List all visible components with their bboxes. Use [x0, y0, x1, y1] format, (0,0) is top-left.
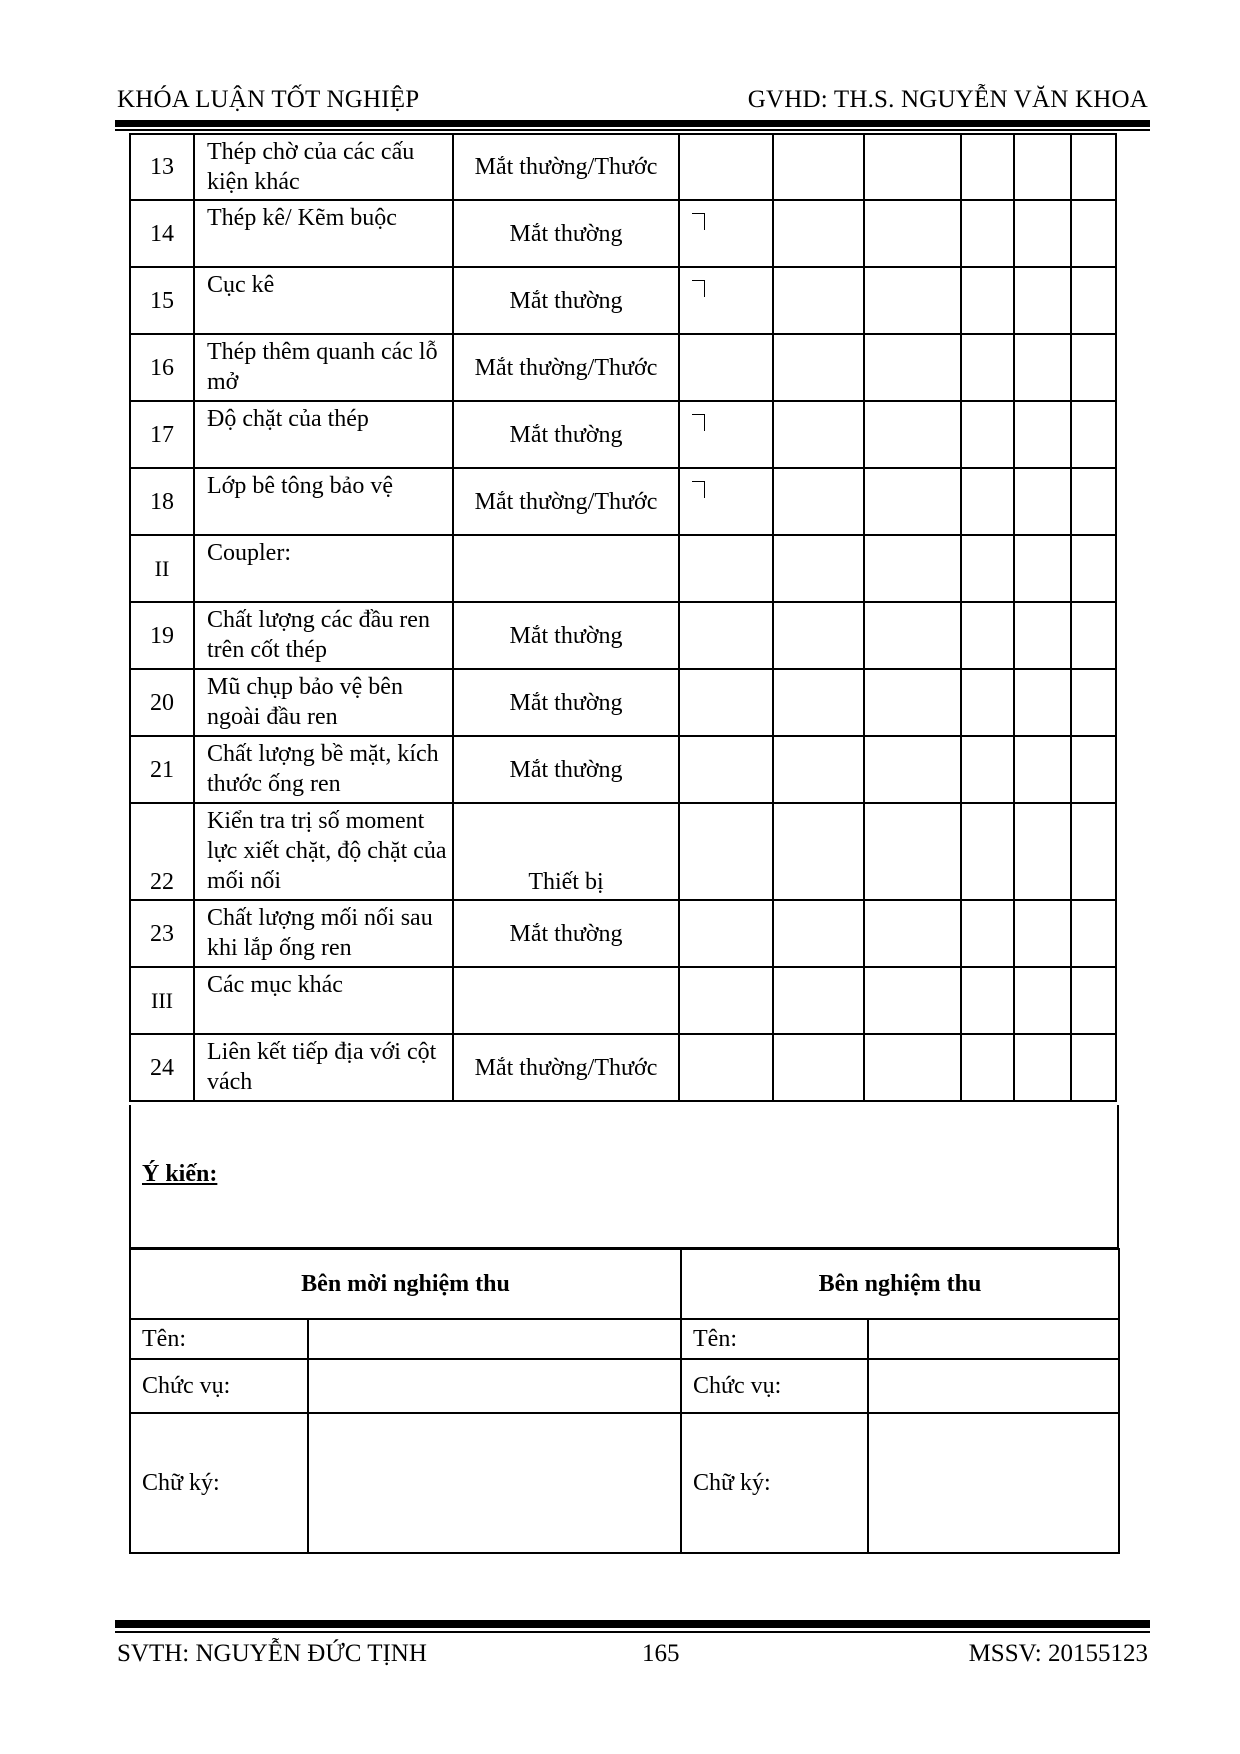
check-cell[interactable] — [961, 535, 1014, 602]
item-name: Cục kê — [194, 267, 453, 334]
corner-mark-icon — [692, 414, 705, 431]
check-cell[interactable] — [864, 967, 961, 1034]
item-name: Thép chờ của các cấu kiện khác — [194, 134, 453, 200]
row-number: 13 — [130, 134, 194, 200]
thesis-title: KHÓA LUẬN TỐT NGHIỆP — [117, 86, 420, 113]
check-cell[interactable] — [961, 803, 1014, 900]
table-row — [130, 334, 1116, 401]
row-number: 19 — [130, 602, 194, 669]
inspection-method: Mắt thường — [453, 669, 679, 736]
page-number: 165 — [642, 1640, 680, 1667]
item-name: Thép kê/ Kẽm buộc — [194, 200, 453, 267]
header-rule — [115, 120, 1150, 127]
check-cell[interactable] — [773, 602, 864, 669]
check-cell[interactable] — [1071, 401, 1116, 468]
check-cell[interactable] — [679, 535, 773, 602]
check-cell[interactable] — [773, 967, 864, 1034]
check-cell[interactable] — [1071, 803, 1116, 900]
check-cell[interactable] — [1071, 535, 1116, 602]
check-cell[interactable] — [864, 1034, 961, 1101]
corner-mark-icon — [692, 481, 705, 498]
check-cell[interactable] — [773, 200, 864, 267]
check-cell[interactable] — [864, 736, 961, 803]
check-cell[interactable] — [864, 535, 961, 602]
check-cell[interactable] — [773, 803, 864, 900]
check-cell[interactable] — [864, 602, 961, 669]
inspection-method: Mắt thường — [453, 200, 679, 267]
check-cell[interactable] — [961, 334, 1014, 401]
inspection-method: Mắt thường/Thước — [453, 1034, 679, 1101]
check-cell[interactable] — [864, 401, 961, 468]
inspection-method — [453, 967, 679, 1034]
row-number: 24 — [130, 1034, 194, 1101]
item-name: Chất lượng mối nối sau khi lắp ống ren — [194, 900, 453, 967]
check-cell[interactable] — [864, 334, 961, 401]
check-cell[interactable] — [773, 468, 864, 535]
row-number: 20 — [130, 669, 194, 736]
row-number: 15 — [130, 267, 194, 334]
signoff-table — [129, 1248, 1120, 1554]
item-name: Mũ chụp bảo vệ bên ngoài đầu ren — [194, 669, 453, 736]
check-cell[interactable] — [773, 736, 864, 803]
check-cell[interactable] — [679, 736, 773, 803]
row-number: 22 — [130, 803, 194, 900]
check-cell[interactable] — [961, 401, 1014, 468]
check-cell[interactable] — [1071, 267, 1116, 334]
advisor-name: GVHD: TH.S. NGUYỄN VĂN KHOA — [747, 86, 1148, 113]
inspection-method: Mắt thường — [453, 602, 679, 669]
footer-rule-thin — [115, 1631, 1150, 1633]
check-cell[interactable] — [1014, 967, 1071, 1034]
student-id: MSSV: 20155123 — [968, 1640, 1148, 1667]
table-row — [130, 803, 1116, 900]
check-cell[interactable] — [1014, 468, 1071, 535]
item-name: Lớp bê tông bảo vệ — [194, 468, 453, 535]
inviting-party-heading: Bên mời nghiệm thu — [130, 1249, 681, 1319]
check-cell[interactable] — [1014, 134, 1071, 200]
inspection-method: Mắt thường — [453, 401, 679, 468]
check-cell[interactable] — [961, 468, 1014, 535]
position-field-right[interactable] — [868, 1359, 1119, 1413]
check-cell[interactable] — [864, 900, 961, 967]
check-cell[interactable] — [961, 1034, 1014, 1101]
row-number: 23 — [130, 900, 194, 967]
inspection-method: Mắt thường — [453, 267, 679, 334]
table-row — [130, 669, 1116, 736]
check-cell[interactable] — [961, 134, 1014, 200]
footer-rule — [115, 1620, 1150, 1628]
row-number: 14 — [130, 200, 194, 267]
check-cell[interactable] — [1014, 267, 1071, 334]
inspection-method: Mắt thường/Thước — [453, 134, 679, 200]
check-cell[interactable] — [679, 900, 773, 967]
table-row — [130, 134, 1116, 200]
item-name: Các mục khác — [194, 967, 453, 1034]
check-cell[interactable] — [1071, 900, 1116, 967]
check-cell[interactable] — [864, 803, 961, 900]
check-cell[interactable] — [1014, 602, 1071, 669]
item-name: Thép thêm quanh các lỗ mở — [194, 334, 453, 401]
check-cell[interactable] — [679, 1034, 773, 1101]
check-cell[interactable] — [679, 602, 773, 669]
row-number: III — [130, 967, 194, 1034]
header-rule-thin — [115, 129, 1150, 131]
check-cell[interactable] — [773, 134, 864, 200]
opinion-label: Ý kiến: — [142, 1161, 218, 1187]
check-cell[interactable] — [773, 401, 864, 468]
student-name: SVTH: NGUYỄN ĐỨC TỊNH — [117, 1640, 427, 1667]
row-number: 17 — [130, 401, 194, 468]
check-cell[interactable] — [773, 535, 864, 602]
check-cell[interactable] — [864, 134, 961, 200]
item-name: Độ chặt của thép — [194, 401, 453, 468]
check-cell[interactable] — [773, 1034, 864, 1101]
check-cell[interactable] — [679, 267, 773, 334]
item-name: Coupler: — [194, 535, 453, 602]
table-row — [130, 267, 1116, 334]
check-cell[interactable] — [864, 200, 961, 267]
signature-field-left[interactable] — [308, 1413, 681, 1553]
check-cell[interactable] — [864, 267, 961, 334]
check-cell[interactable] — [1071, 334, 1116, 401]
check-cell[interactable] — [961, 736, 1014, 803]
inspection-method: Mắt thường/Thước — [453, 334, 679, 401]
check-cell[interactable] — [679, 967, 773, 1034]
item-name: Liên kết tiếp địa với cột vách — [194, 1034, 453, 1101]
check-cell[interactable] — [1014, 900, 1071, 967]
table-row — [130, 736, 1116, 803]
row-number: II — [130, 535, 194, 602]
row-number: 16 — [130, 334, 194, 401]
check-cell[interactable] — [864, 468, 961, 535]
check-cell[interactable] — [1014, 803, 1071, 900]
check-cell[interactable] — [679, 468, 773, 535]
position-label-right: Chức vụ: — [681, 1359, 868, 1413]
check-cell[interactable] — [961, 900, 1014, 967]
inspection-method — [453, 535, 679, 602]
inspection-method: Mắt thường/Thước — [453, 468, 679, 535]
table-row — [130, 900, 1116, 967]
table-row — [130, 468, 1116, 535]
check-cell[interactable] — [1071, 602, 1116, 669]
item-name: Kiển tra trị số moment lực xiết chặt, độ chặt của mối nối — [194, 803, 453, 900]
accepting-party-heading: Bên nghiệm thu — [681, 1249, 1119, 1319]
position-label-left: Chức vụ: — [130, 1359, 308, 1413]
check-cell[interactable] — [1014, 200, 1071, 267]
name-field-right[interactable] — [868, 1319, 1119, 1359]
check-cell[interactable] — [679, 669, 773, 736]
inspection-method: Mắt thường — [453, 900, 679, 967]
check-cell[interactable] — [1071, 468, 1116, 535]
check-cell[interactable] — [961, 967, 1014, 1034]
table-row — [130, 967, 1116, 1034]
check-cell[interactable] — [1071, 134, 1116, 200]
check-cell[interactable] — [961, 200, 1014, 267]
check-cell[interactable] — [961, 602, 1014, 669]
check-cell[interactable] — [679, 134, 773, 200]
item-name: Chất lượng bề mặt, kích thước ống ren — [194, 736, 453, 803]
row-number: 21 — [130, 736, 194, 803]
table-row — [130, 401, 1116, 468]
check-cell[interactable] — [1014, 1034, 1071, 1101]
page-footer — [117, 1640, 1148, 1674]
row-number: 18 — [130, 468, 194, 535]
inspection-table — [129, 133, 1117, 1102]
page-header — [117, 86, 1148, 120]
check-cell[interactable] — [773, 334, 864, 401]
item-name: Chất lượng các đầu ren trên cốt thép — [194, 602, 453, 669]
check-cell[interactable] — [1071, 967, 1116, 1034]
check-cell[interactable] — [679, 200, 773, 267]
check-cell[interactable] — [1014, 401, 1071, 468]
check-cell[interactable] — [1071, 669, 1116, 736]
check-cell[interactable] — [1071, 736, 1116, 803]
inspection-method: Mắt thường — [453, 736, 679, 803]
check-cell[interactable] — [961, 267, 1014, 334]
check-cell[interactable] — [679, 334, 773, 401]
name-label-right: Tên: — [681, 1319, 868, 1359]
check-cell[interactable] — [773, 669, 864, 736]
check-cell[interactable] — [1014, 669, 1071, 736]
corner-mark-icon — [692, 213, 705, 230]
check-cell[interactable] — [961, 669, 1014, 736]
check-cell[interactable] — [1014, 334, 1071, 401]
signature-label-right: Chữ ký: — [681, 1413, 868, 1553]
check-cell[interactable] — [679, 401, 773, 468]
check-cell[interactable] — [1014, 736, 1071, 803]
check-cell[interactable] — [1071, 1034, 1116, 1101]
name-label-left: Tên: — [130, 1319, 308, 1359]
check-cell[interactable] — [773, 900, 864, 967]
check-cell[interactable] — [1014, 535, 1071, 602]
corner-mark-icon — [692, 280, 705, 297]
signature-label-left: Chữ ký: — [130, 1413, 308, 1553]
signature-field-right[interactable] — [868, 1413, 1119, 1553]
check-cell[interactable] — [679, 803, 773, 900]
table-row — [130, 200, 1116, 267]
check-cell[interactable] — [864, 669, 961, 736]
check-cell[interactable] — [1071, 200, 1116, 267]
opinion-box — [129, 1105, 1119, 1249]
check-cell[interactable] — [773, 267, 864, 334]
inspection-method: Thiết bị — [453, 803, 679, 900]
table-row — [130, 1034, 1116, 1101]
position-field-left[interactable] — [308, 1359, 681, 1413]
table-row — [130, 535, 1116, 602]
table-row — [130, 602, 1116, 669]
name-field-left[interactable] — [308, 1319, 681, 1359]
